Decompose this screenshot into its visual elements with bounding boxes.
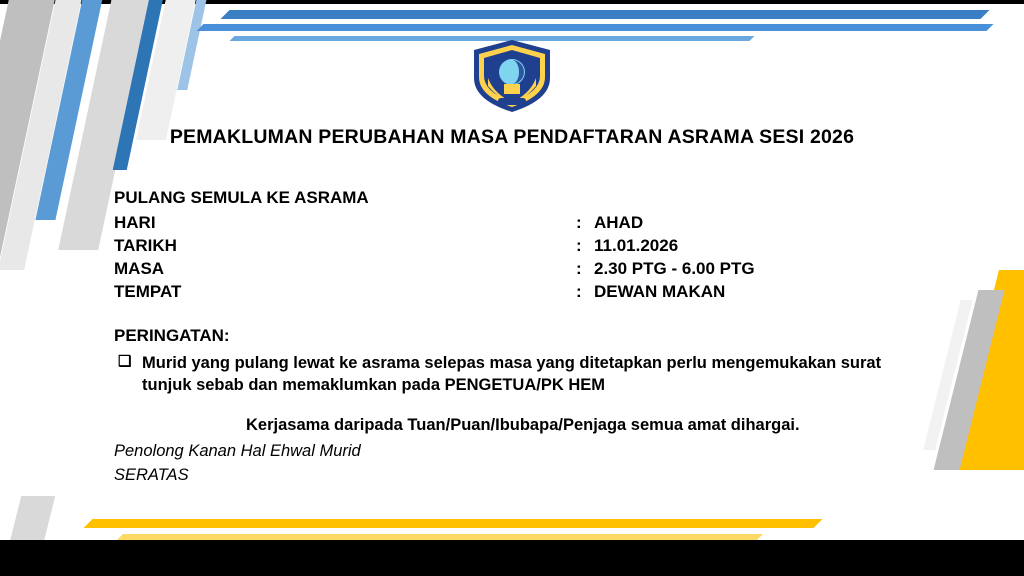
signoff-school: SERATAS <box>114 465 189 484</box>
detail-row <box>114 281 944 304</box>
detail-label-hari: HARI <box>114 213 156 232</box>
detail-row <box>114 258 944 281</box>
bottom-letterbox-band <box>0 540 1024 576</box>
notice-heading: PERINGATAN: <box>114 325 230 345</box>
detail-row <box>114 235 944 258</box>
notice-bullet-text: Murid yang pulang lewat ke asrama selepas masa yang ditetapkan perlu mengemukakan surat tunjuk sebab dan memaklumkan pada PENGETUA/PK HEM <box>142 353 882 395</box>
detail-label-tempat: TEMPAT <box>114 281 182 301</box>
signoff-block <box>114 440 361 488</box>
detail-label-masa: MASA <box>114 258 165 278</box>
page-title: PEMAKLUMAN PERUBAHAN MASA PENDAFTARAN ASRAMA SESI 2026 <box>169 126 855 148</box>
detail-colon-tarikh: : <box>576 235 582 255</box>
deco-bottom-orange-stroke-1 <box>84 519 823 528</box>
deco-top-stroke-1 <box>221 10 990 19</box>
checkbox-bullet-icon: ❑ <box>118 352 132 370</box>
section-heading: PULANG SEMULA KE ASRAMA <box>114 188 369 207</box>
detail-colon-tempat: : <box>576 281 582 301</box>
detail-colon-masa: : <box>576 258 582 278</box>
closing-statement: Kerjasama daripada Tuan/Puan/Ibubapa/Penjaga semua amat dihargai. <box>246 416 800 435</box>
body-content <box>114 188 944 435</box>
detail-colon-hari: : <box>576 213 582 232</box>
detail-value-masa: 2.30 PTG - 6.00 PTG <box>594 258 755 278</box>
detail-row <box>114 212 944 235</box>
detail-value-hari: AHAD <box>594 213 644 232</box>
detail-label-tarikh: TARIKH <box>114 235 177 255</box>
detail-value-tarikh: 11.01.2026 <box>594 235 679 255</box>
signoff-role: Penolong Kanan Hal Ehwal Murid <box>114 442 361 460</box>
notice-bullet-item <box>114 352 944 397</box>
detail-value-tempat: DEWAN MAKAN <box>594 281 726 301</box>
school-crest-icon <box>464 38 560 114</box>
deco-top-stroke-2 <box>197 24 994 31</box>
